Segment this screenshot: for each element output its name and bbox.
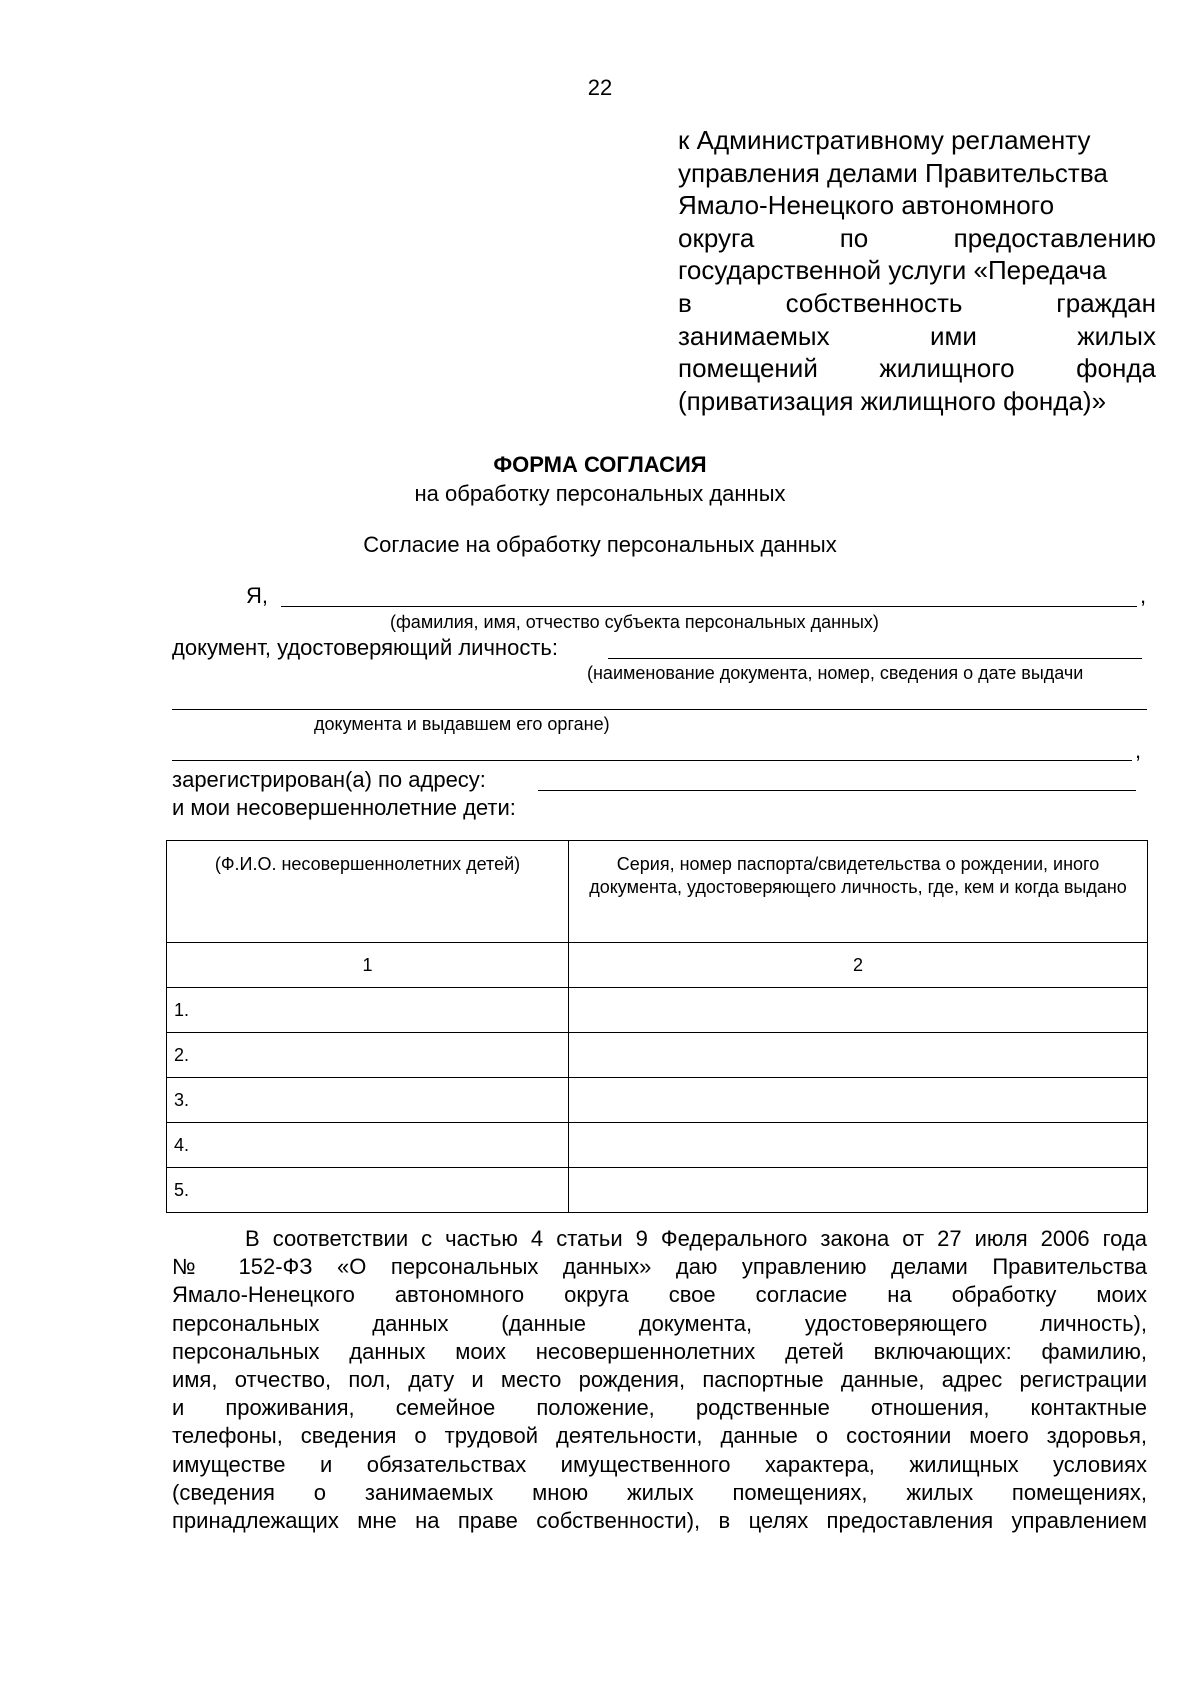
row-number: 5. xyxy=(167,1168,569,1213)
annex-line: Ямало-Ненецкого автономного xyxy=(678,190,1055,221)
document-cell[interactable] xyxy=(569,1078,1148,1123)
annex-line: (приватизация жилищного фонда)» xyxy=(678,385,1107,416)
paragraph-line: имуществе и обязательствах имущественного характера, жилищных условиях xyxy=(172,1451,1147,1477)
consent-paragraph xyxy=(172,1225,1147,1535)
table-row xyxy=(167,1078,1148,1123)
row-number: 2. xyxy=(167,1033,569,1078)
id-doc-field-line-3[interactable] xyxy=(172,760,1132,761)
fio-field-line[interactable] xyxy=(281,606,1137,607)
children-table xyxy=(166,840,1148,1213)
form-subtitle: на обработку персональных данных xyxy=(414,481,786,506)
annex-line: в собственность граждан xyxy=(678,287,1156,318)
paragraph-line: В соответствии с частью 4 статьи 9 Федерального закона от 27 июля 2006 года xyxy=(245,1226,1147,1251)
row-number: 1. xyxy=(167,988,569,1033)
table-row xyxy=(167,1033,1148,1078)
annex-line: округа по предоставлению xyxy=(678,222,1156,253)
address-field-line[interactable] xyxy=(538,790,1136,791)
id-doc-label: документ, удостоверяющий личность: xyxy=(172,635,558,660)
id-doc-field-line[interactable] xyxy=(608,658,1142,659)
annex-line: управления делами Правительства xyxy=(678,157,1108,188)
comma: , xyxy=(1140,583,1147,608)
table-row xyxy=(167,988,1148,1033)
paragraph-line: № 152-ФЗ «О персональных данных» даю управлению делами Правительства xyxy=(172,1254,1147,1280)
consent-heading: Согласие на обработку персональных данных xyxy=(363,532,837,557)
annex-reference xyxy=(678,124,1156,417)
paragraph-line: Ямало-Ненецкого автономного округа свое согласие на обработку моих xyxy=(172,1282,1147,1308)
paragraph-line: имя, отчество, пол, дату и место рождения, паспортные данные, адрес регистрации xyxy=(172,1367,1147,1393)
form-title: ФОРМА СОГЛАСИЯ xyxy=(493,452,707,477)
comma: , xyxy=(1135,738,1142,763)
table-row xyxy=(167,1123,1148,1168)
paragraph-line: и проживания, семейное положение, родственные отношения, контактные xyxy=(172,1395,1147,1421)
annex-line: к Административному регламенту xyxy=(678,125,1091,155)
annex-line: государственной услуги «Передача xyxy=(678,255,1107,286)
annex-line: занимаемых ими жилых xyxy=(678,320,1156,351)
paragraph-line: персональных данных моих несовершеннолетних детей включающих: фамилию, xyxy=(172,1338,1147,1364)
children-label: и мои несовершеннолетние дети: xyxy=(172,795,516,820)
column-number: 2 xyxy=(569,943,1148,988)
column-number: 1 xyxy=(167,943,569,988)
paragraph-line: (сведения о занимаемых мною жилых помещениях, жилых помещениях, xyxy=(172,1479,1147,1505)
document-cell[interactable] xyxy=(569,1123,1148,1168)
i-label: Я, xyxy=(246,583,268,608)
paragraph-line: принадлежащих мне на праве собственности), в целях предоставления управлением xyxy=(172,1508,1147,1534)
column-header-child-name: (Ф.И.О. несовершеннолетних детей) xyxy=(167,841,569,943)
row-number: 3. xyxy=(167,1078,569,1123)
id-doc-hint-continued: документа и выдавшем его органе) xyxy=(314,714,610,734)
paragraph-line: телефоны, сведения о трудовой деятельности, данные о состоянии моего здоровья, xyxy=(172,1423,1147,1449)
document-cell[interactable] xyxy=(569,1033,1148,1078)
paragraph-line: персональных данных (данные документа, удостоверяющего личность), xyxy=(172,1310,1147,1336)
page-number: 22 xyxy=(587,75,613,100)
document-cell[interactable] xyxy=(569,1168,1148,1213)
annex-line: помещений жилищного фонда xyxy=(678,353,1156,384)
fio-hint: (фамилия, имя, отчество субъекта персональных данных) xyxy=(390,612,879,632)
address-label: зарегистрирован(а) по адресу: xyxy=(172,767,486,792)
row-number: 4. xyxy=(167,1123,569,1168)
column-header-document: Серия, номер паспорта/свидетельства о рождении, иного документа, удостоверяющего личность, где, кем и когда выдано xyxy=(569,841,1148,943)
document-cell[interactable] xyxy=(569,988,1148,1033)
id-doc-field-line-2[interactable] xyxy=(172,709,1147,710)
table-row xyxy=(167,1168,1148,1213)
id-doc-hint: (наименование документа, номер, сведения о дате выдачи xyxy=(587,663,1084,683)
